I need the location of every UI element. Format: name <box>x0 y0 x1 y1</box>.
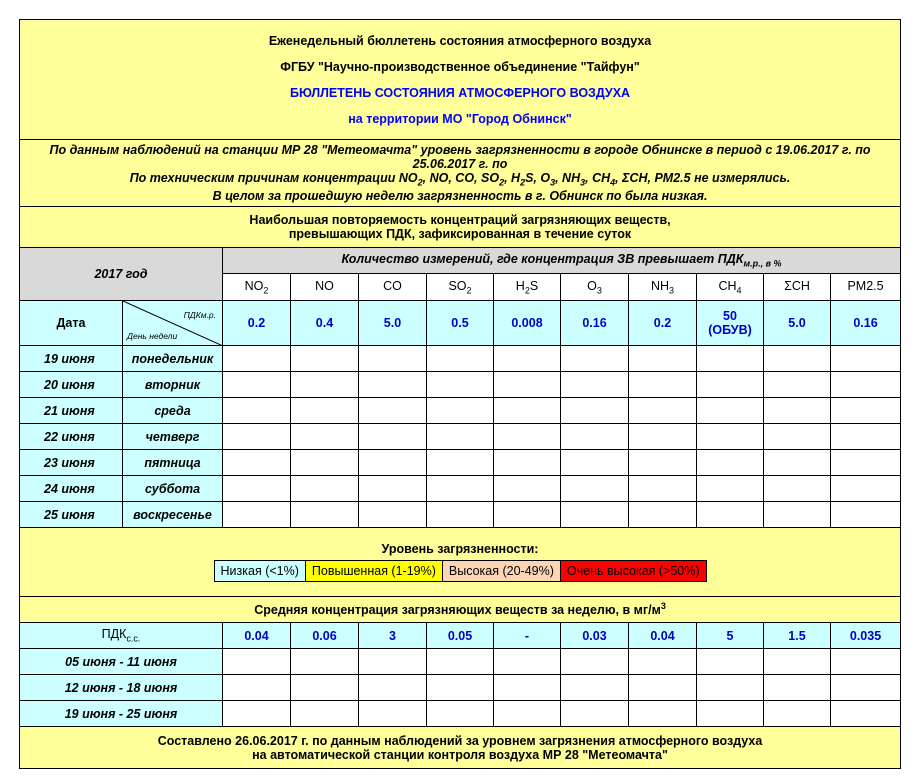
day-date: 21 июня <box>20 398 123 424</box>
pdk-ss-value: 0.05 <box>427 623 494 649</box>
week-value-cell <box>291 649 359 675</box>
pollutant-header <box>223 274 291 301</box>
day-weekday: среда <box>123 398 223 424</box>
pdk-ss-value: 0.04 <box>629 623 697 649</box>
pollutant-header <box>494 274 561 301</box>
day-value-cell <box>831 372 901 398</box>
intro-line-1: По данным наблюдений на станции МР 28 "Метеомачта" уровень загрязненности в городе Обнинске в период с 19.06.2017 г. по 25.06.2017 г. по <box>49 142 871 171</box>
day-value-cell <box>359 372 427 398</box>
pollutant-name: ΣCH <box>784 278 810 293</box>
day-value-cell <box>494 476 561 502</box>
week-value-cell <box>697 701 764 727</box>
pdk-ss-value: 5 <box>697 623 764 649</box>
day-date: 25 июня <box>20 502 123 528</box>
day-date: 20 июня <box>20 372 123 398</box>
day-value-cell <box>764 450 831 476</box>
day-value-cell <box>697 476 764 502</box>
intro-line-3: В целом за прошедшую неделю загрязненность в г. Обнинск по была низкая. <box>212 189 708 204</box>
pollutant-sub: 3 <box>596 285 602 296</box>
pollutant-name: CO <box>383 278 402 293</box>
week-value-cell <box>831 701 901 727</box>
week-value-cell <box>561 675 629 701</box>
day-value-cell <box>764 398 831 424</box>
week-value-cell <box>561 649 629 675</box>
day-row <box>20 424 901 450</box>
day-value-cell <box>223 450 291 476</box>
day-value-cell <box>831 476 901 502</box>
week-value-cell <box>427 701 494 727</box>
day-value-cell <box>291 450 359 476</box>
week-value-cell <box>697 649 764 675</box>
day-value-cell <box>494 424 561 450</box>
day-value-cell <box>494 346 561 372</box>
pollutant-name: PM2.5 <box>847 278 884 293</box>
header-line-3: БЮЛЛЕТЕНЬ СОСТОЯНИЯ АТМОСФЕРНОГО ВОЗДУХА <box>289 85 631 100</box>
day-value-cell <box>697 424 764 450</box>
day-value-cell <box>494 502 561 528</box>
pdk-mr-value: 0.4 <box>291 301 359 346</box>
pollutant-name: O <box>587 278 597 293</box>
day-value-cell <box>359 476 427 502</box>
day-value-cell <box>427 346 494 372</box>
day-value-cell <box>764 476 831 502</box>
day-value-cell <box>831 398 901 424</box>
weekday-corner-label: День недели <box>127 331 178 341</box>
week-value-cell <box>764 701 831 727</box>
day-value-cell <box>561 398 629 424</box>
day-value-cell <box>223 398 291 424</box>
day-value-cell <box>831 450 901 476</box>
pdk-ss-label-text: ПДК <box>101 627 127 642</box>
day-weekday: суббота <box>123 476 223 502</box>
pollutant-header <box>831 274 901 301</box>
week-value-cell <box>561 701 629 727</box>
day-value-cell <box>291 424 359 450</box>
day-date: 22 июня <box>20 424 123 450</box>
week-value-cell <box>494 649 561 675</box>
pdk-ss-value: 0.04 <box>223 623 291 649</box>
level-section <box>20 528 901 597</box>
level-item: Очень высокая (>50%) <box>561 561 706 581</box>
week-value-cell <box>427 675 494 701</box>
pollutant-header <box>764 274 831 301</box>
pdk-mr-value: 0.16 <box>561 301 629 346</box>
day-value-cell <box>629 476 697 502</box>
day-value-cell <box>427 424 494 450</box>
day-date: 19 июня <box>20 346 123 372</box>
pdk-weekday-cell <box>123 301 223 346</box>
pollutant-sub: 2 <box>466 285 472 296</box>
pollutant-header <box>629 274 697 301</box>
day-value-cell <box>427 372 494 398</box>
day-value-cell <box>359 450 427 476</box>
week-value-cell <box>223 675 291 701</box>
day-value-cell <box>561 372 629 398</box>
day-row <box>20 398 901 424</box>
day-row <box>20 372 901 398</box>
repeat-title-line-1: Наибольшая повторяемость концентраций загрязняющих веществ, <box>249 213 671 227</box>
pollutant-header <box>697 274 764 301</box>
header-line-1: Еженедельный бюллетень состояния атмосферного воздуха <box>268 33 652 48</box>
day-value-cell <box>291 346 359 372</box>
pollutant-name: NH <box>650 278 670 293</box>
pollutant-name: SO <box>448 278 467 293</box>
day-value-cell <box>427 398 494 424</box>
pdk-mr-value: 0.2 <box>223 301 291 346</box>
pollutant-header <box>427 274 494 301</box>
intro-line-2-suffix: не измерялись. <box>690 170 791 185</box>
day-value-cell <box>764 424 831 450</box>
day-value-cell <box>359 398 427 424</box>
pdk-ss-label-sub: с.с. <box>126 633 141 644</box>
day-value-cell <box>561 346 629 372</box>
pdk-mr-value: 0.5 <box>427 301 494 346</box>
footer <box>20 727 901 769</box>
day-value-cell <box>697 398 764 424</box>
pdk-ss-value: - <box>494 623 561 649</box>
week-value-cell <box>629 675 697 701</box>
week-value-cell <box>427 649 494 675</box>
bulletin-table <box>19 19 901 769</box>
pollutant-sub: 2 <box>524 285 530 296</box>
week-value-cell <box>831 649 901 675</box>
week-value-cell <box>697 675 764 701</box>
day-date: 23 июня <box>20 450 123 476</box>
day-value-cell <box>223 346 291 372</box>
day-value-cell <box>629 372 697 398</box>
week-value-cell <box>494 675 561 701</box>
day-value-cell <box>697 450 764 476</box>
pdk-ss-value: 0.03 <box>561 623 629 649</box>
day-value-cell <box>427 450 494 476</box>
avg-title-sup: 3 <box>660 601 666 612</box>
week-value-cell <box>291 675 359 701</box>
day-value-cell <box>764 372 831 398</box>
pdk-ss-value: 0.06 <box>291 623 359 649</box>
count-header <box>223 248 901 274</box>
header-line-4: на территории МО "Город Обнинск" <box>348 111 572 126</box>
day-value-cell <box>223 424 291 450</box>
pollutant-name: NO <box>315 278 334 293</box>
footer-line-2: на автоматической станции контроля воздуха МР 28 "Метеомачта" <box>252 747 668 762</box>
pollutant-tail: S <box>529 278 539 293</box>
day-row <box>20 346 901 372</box>
pdk-mr-value: 50 (ОБУВ) <box>697 301 764 346</box>
avg-title <box>20 597 901 623</box>
week-label: 05 июня - 11 июня <box>20 649 223 675</box>
day-value-cell <box>831 346 901 372</box>
day-weekday: понедельник <box>123 346 223 372</box>
pdk-mr-row <box>20 301 901 346</box>
day-row <box>20 502 901 528</box>
week-value-cell <box>359 701 427 727</box>
pdk-ss-row <box>20 623 901 649</box>
day-weekday: воскресенье <box>123 502 223 528</box>
week-value-cell <box>223 701 291 727</box>
pdk-mr-value: 5.0 <box>764 301 831 346</box>
year-cell: 2017 год <box>20 248 223 301</box>
level-item: Высокая (20-49%) <box>443 561 561 581</box>
week-value-cell <box>764 675 831 701</box>
day-value-cell <box>629 502 697 528</box>
header-line-2: ФГБУ "Научно-производственное объединение "Тайфун" <box>280 59 640 74</box>
week-row <box>20 701 901 727</box>
day-date: 24 июня <box>20 476 123 502</box>
day-value-cell <box>291 372 359 398</box>
week-row <box>20 675 901 701</box>
pdk-corner-label: ПДКм.р. <box>183 310 216 320</box>
week-value-cell <box>831 675 901 701</box>
day-value-cell <box>494 372 561 398</box>
bulletin-header <box>20 20 901 140</box>
week-value-cell <box>629 649 697 675</box>
day-value-cell <box>494 450 561 476</box>
day-value-cell <box>561 424 629 450</box>
day-value-cell <box>697 346 764 372</box>
day-value-cell <box>831 424 901 450</box>
pollutant-sub: 4 <box>736 285 742 296</box>
week-row <box>20 649 901 675</box>
pdk-ss-value: 3 <box>359 623 427 649</box>
intro-line-2-prefix: По техническим причинам концентрации <box>129 170 399 185</box>
count-header-label: Количество измерений, где концентрация ЗВ превышает ПДК <box>341 252 744 267</box>
day-value-cell <box>697 502 764 528</box>
day-row <box>20 450 901 476</box>
day-value-cell <box>561 450 629 476</box>
pdk-ss-value: 1.5 <box>764 623 831 649</box>
day-value-cell <box>764 502 831 528</box>
day-value-cell <box>291 398 359 424</box>
pdk-mr-value: 0.16 <box>831 301 901 346</box>
day-weekday: четверг <box>123 424 223 450</box>
days-body <box>20 346 901 528</box>
day-value-cell <box>359 502 427 528</box>
level-item: Низкая (<1%) <box>215 561 306 581</box>
repeat-title <box>20 207 901 248</box>
day-value-cell <box>494 398 561 424</box>
day-value-cell <box>223 502 291 528</box>
day-value-cell <box>561 476 629 502</box>
footer-line-1: Составлено 26.06.2017 г. по данным наблюдений за уровнем загрязнения атмосферного воздуха <box>157 733 763 748</box>
level-title: Уровень загрязненности: <box>381 542 539 556</box>
day-weekday: пятница <box>123 450 223 476</box>
week-value-cell <box>764 649 831 675</box>
day-value-cell <box>831 502 901 528</box>
day-value-cell <box>291 502 359 528</box>
pdk-ss-label <box>20 623 223 649</box>
day-value-cell <box>223 372 291 398</box>
weeks-body <box>20 649 901 727</box>
day-value-cell <box>291 476 359 502</box>
count-header-sub: м.р., в % <box>743 258 782 269</box>
pollutant-sub: 3 <box>669 285 675 296</box>
day-value-cell <box>427 502 494 528</box>
week-value-cell <box>494 701 561 727</box>
pollutant-header <box>291 274 359 301</box>
day-value-cell <box>629 346 697 372</box>
day-value-cell <box>697 372 764 398</box>
week-label: 12 июня - 18 июня <box>20 675 223 701</box>
pollutant-name: H <box>515 278 525 293</box>
pdk-mr-value: 0.2 <box>629 301 697 346</box>
pollutant-header <box>359 274 427 301</box>
week-value-cell <box>359 675 427 701</box>
day-row <box>20 476 901 502</box>
week-value-cell <box>359 649 427 675</box>
intro-line-2: По техническим причинам концентрации $NO_2$, NO, CO, $SO_2$, $H_2S$, $O_3$, $NH_3$, $CH_4$, ΣCH, PM2.5 не измерялись. <box>129 170 791 188</box>
pdk-mr-value: 5.0 <box>359 301 427 346</box>
day-value-cell <box>561 502 629 528</box>
pollutant-sub: 2 <box>263 285 269 296</box>
week-value-cell <box>223 649 291 675</box>
pollutant-name: NO <box>244 278 264 293</box>
week-value-cell <box>629 701 697 727</box>
level-legend <box>214 560 707 582</box>
day-value-cell <box>223 476 291 502</box>
week-label: 19 июня - 25 июня <box>20 701 223 727</box>
repeat-title-line-2: превышающих ПДК, зафиксированная в течение суток <box>288 227 632 241</box>
pollutant-header <box>561 274 629 301</box>
intro-text <box>20 140 901 207</box>
day-value-cell <box>359 346 427 372</box>
day-weekday: вторник <box>123 372 223 398</box>
date-label: Дата <box>20 301 123 346</box>
week-value-cell <box>291 701 359 727</box>
pdk-mr-value: 0.008 <box>494 301 561 346</box>
pollutant-name: CH <box>718 278 737 293</box>
pdk-ss-value: 0.035 <box>831 623 901 649</box>
day-value-cell <box>629 450 697 476</box>
day-value-cell <box>359 424 427 450</box>
level-item: Повышенная (1-19%) <box>306 561 443 581</box>
day-value-cell <box>427 476 494 502</box>
day-value-cell <box>764 346 831 372</box>
day-value-cell <box>629 424 697 450</box>
day-value-cell <box>629 398 697 424</box>
avg-title-text: Средняя концентрация загрязняющих веществ за неделю, в мг/м <box>254 603 661 618</box>
